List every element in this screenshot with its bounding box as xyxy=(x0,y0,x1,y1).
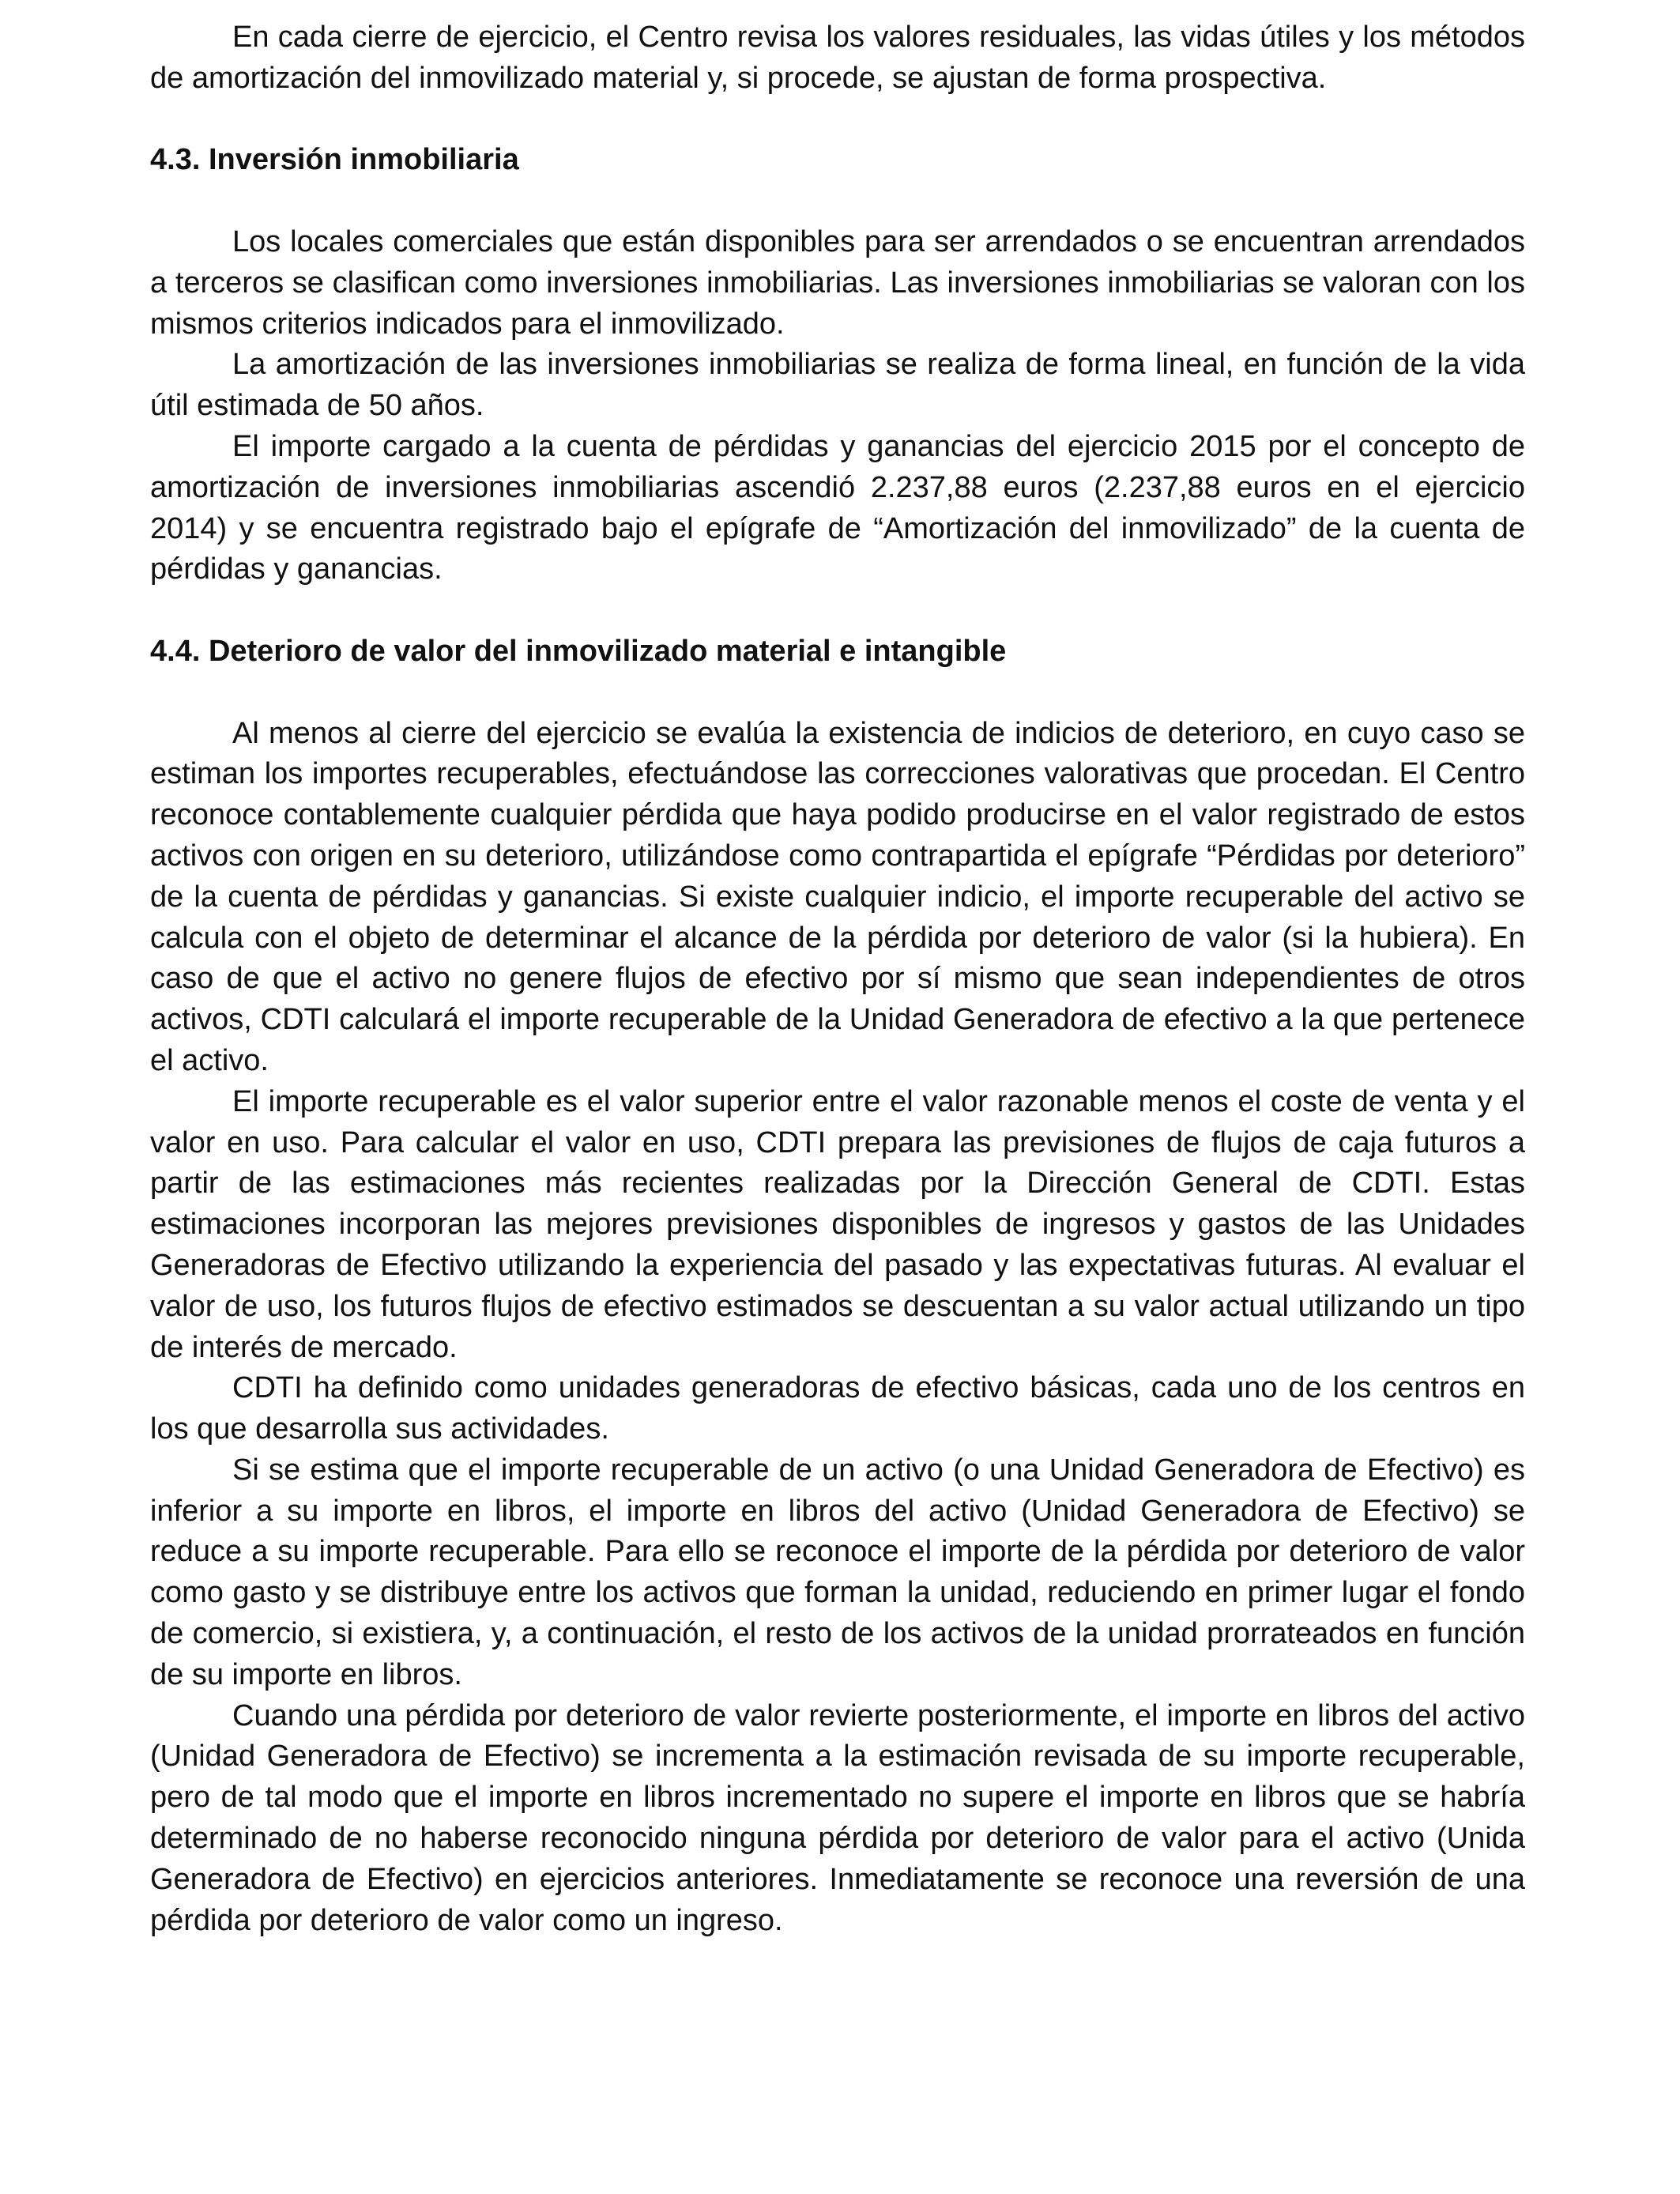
document-page xyxy=(150,17,1525,1941)
section-4-4-paragraph-5: Cuando una pérdida por deterioro de valor revierte posteriormente, el importe en libros del activo (Unidad Generadora de Efectivo) se incrementa a la estimación revisada de su importe recuperable, pero de tal modo que el importe en libros incrementado no supere el importe en libros que se habría determinado de no haberse reconocido ninguna pérdida por deterioro de valor para el activo (Unida Generadora de Efectivo) en ejercicios anteriores. Inmediatamente se reconoce una reversión de una pérdida por deterioro de valor como un ingreso. xyxy=(150,1698,1525,1937)
section-4-4-paragraph-1: Al menos al cierre del ejercicio se evalúa la existencia de indicios de deterioro, en cuyo caso se estiman los importes recuperables, efectuándose las correcciones valorativas que procedan. El Centro reconoce contablemente cualquier pérdida que haya podido producirse en el valor registrado de estos activos con origen en su deterioro, utilizándose como contrapartida el epígrafe “Pérdidas por deterioro” de la cuenta de pérdidas y ganancias. Si existe cualquier indicio, el importe recuperable del activo se calcula con el objeto de determinar el alcance de la pérdida por deterioro de valor (si la hubiera). En caso de que el activo no genere flujos de efectivo por sí mismo que sean independientes de otros activos, CDTI calculará el importe recuperable de la Unidad Generadora de efectivo a la que pertenece el activo. xyxy=(150,716,1525,1077)
section-4-4-paragraph-3: CDTI ha definido como unidades generadoras de efectivo básicas, cada uno de los centros en los que desarrolla sus actividades. xyxy=(150,1371,1525,1446)
spacer xyxy=(150,673,1525,714)
section-4-3-paragraph-3: El importe cargado a la cuenta de pérdidas y ganancias del ejercicio 2015 por el concepto de amortización de inversiones inmobiliarias ascendió 2.237,88 euros (2.237,88 euros en el ejercicio 2014) y se encuentra registrado bajo el epígrafe de “Amortización del inmovilizado” de la cuenta de pérdidas y ganancias. xyxy=(150,429,1525,586)
section-4-4-paragraph-2: El importe recuperable es el valor superior entre el valor razonable menos el coste de venta y el valor en uso. Para calcular el valor en uso, CDTI prepara las previsiones de flujos de caja futuros a partir de las estimaciones más recientes realizadas por la Dirección General de CDTI. Estas estimaciones incorporan las mejores previsiones disponibles de ingresos y gastos de las Unidades Generadoras de Efectivo utilizando la experiencia del pasado y las expectativas futuras. Al evaluar el valor de uso, los futuros flujos de efectivo estimados se descuentan a su valor actual utilizando un tipo de interés de mercado. xyxy=(150,1084,1525,1364)
section-4-3-heading: 4.3. Inversión inmobiliaria xyxy=(150,143,519,177)
spacer xyxy=(150,590,1525,631)
section-4-3-paragraph-1: Los locales comerciales que están disponibles para ser arrendados o se encuentran arrendados a terceros se clasifican como inversiones inmobiliarias. Las inversiones inmobiliarias se valoran con los mismos criterios indicados para el inmovilizado. xyxy=(150,224,1525,341)
section-4-4-paragraph-4: Si se estima que el importe recuperable de un activo (o una Unidad Generadora de Efectivo) es inferior a su importe en libros, el importe en libros del activo (Unidad Generadora de Efectivo) se reduce a su importe recuperable. Para ello se reconoce el importe de la pérdida por deterioro de valor como gasto y se distribuye entre los activos que forman la unidad, reduciendo en primer lugar el fondo de comercio, si existiera, y, a continuación, el resto de los activos de la unidad prorrateados en función de su importe en libros. xyxy=(150,1453,1525,1691)
spacer xyxy=(150,181,1525,222)
intro-paragraph: En cada cierre de ejercicio, el Centro revisa los valores residuales, las vidas útiles y los métodos de amortización del inmovilizado material y, si procede, se ajustan de forma prospectiva. xyxy=(150,21,1525,95)
section-4-3-paragraph-2: La amortización de las inversiones inmobiliarias se realiza de forma lineal, en función de la vida útil estimada de 50 años. xyxy=(150,348,1525,423)
spacer xyxy=(150,100,1525,141)
section-4-4-heading: 4.4. Deterioro de valor del inmovilizado material e intangible xyxy=(150,634,1007,668)
